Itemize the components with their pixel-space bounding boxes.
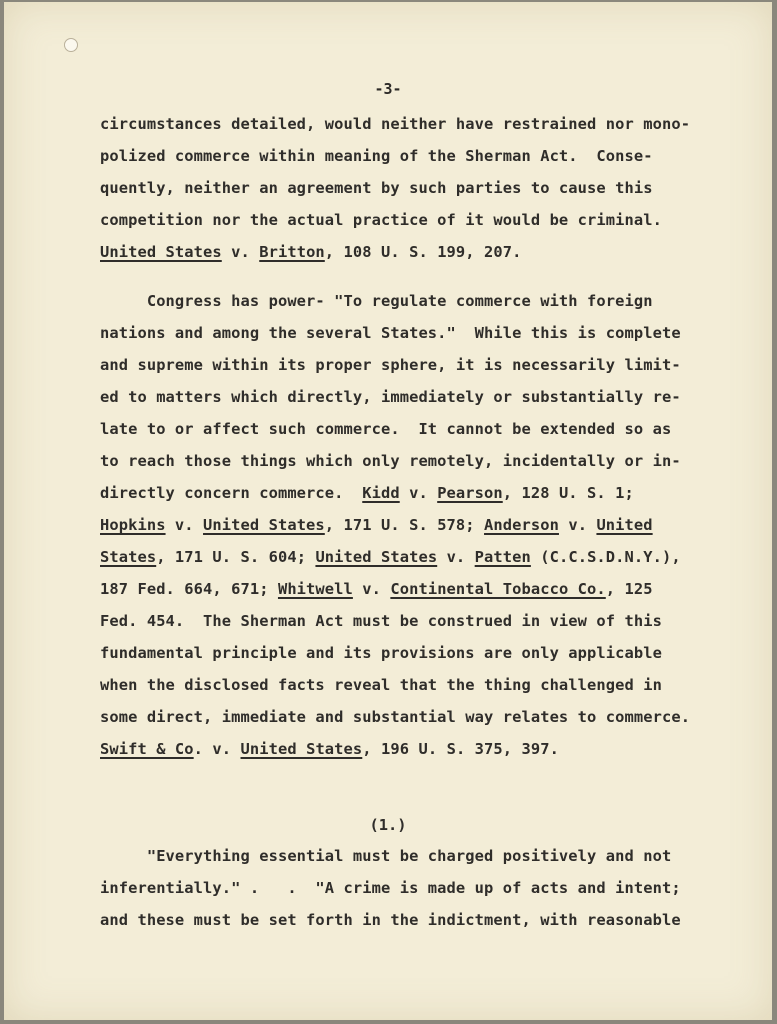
case-name: United: [596, 516, 653, 534]
citation: 187 Fed. 664, 671;: [100, 580, 278, 598]
text-line: ed to matters which directly, immediately or substantially re-: [100, 388, 681, 406]
citation-line: [100, 516, 653, 534]
case-name: States: [100, 548, 157, 566]
text-line: to reach those things which only remotely, incidentally or in-: [100, 452, 681, 470]
court: (C.C.S.D.N.Y.),: [530, 548, 681, 566]
text-line: circumstances detailed, would neither have restrained nor mono-: [100, 115, 691, 133]
citation: , 125: [605, 580, 653, 598]
section-number: (1.): [369, 816, 407, 834]
case-name: United States: [240, 740, 363, 758]
text-line: competition nor the actual practice of it would be criminal.: [100, 211, 662, 229]
citation-line: [100, 243, 521, 261]
text-line: and supreme within its proper sphere, it is necessarily limit-: [100, 356, 681, 374]
case-name: Swift & Co: [100, 740, 194, 758]
case-name: Patten: [474, 548, 531, 566]
citation: , 108 U. S. 199, 207.: [324, 243, 522, 261]
versus: v.: [399, 484, 438, 502]
document-page: [4, 2, 772, 1020]
case-name: United States: [315, 548, 438, 566]
case-name: United States: [203, 516, 325, 534]
text: directly concern commerce.: [100, 484, 363, 502]
case-name: Pearson: [437, 484, 503, 502]
case-name: Kidd: [362, 484, 400, 502]
versus: v.: [221, 243, 260, 261]
text-line: Fed. 454. The Sherman Act must be construed in view of this: [100, 612, 662, 630]
text-line: fundamental principle and its provisions are only applicable: [100, 644, 662, 662]
text-line: polized commerce within meaning of the Sherman Act. Conse-: [100, 147, 653, 165]
citation: , 196 U. S. 375, 397.: [362, 740, 559, 758]
versus: . v.: [193, 740, 241, 758]
text-line: when the disclosed facts reveal that the thing challenged in: [100, 676, 662, 694]
case-name: Hopkins: [100, 516, 166, 534]
case-name: Britton: [259, 243, 325, 261]
citation-line: [100, 484, 634, 502]
case-name: Continental Tobacco Co.: [390, 580, 606, 598]
citation-line: [100, 580, 653, 598]
case-name: United States: [100, 243, 222, 261]
versus: v.: [352, 580, 391, 598]
citation: , 171 U. S. 604;: [156, 548, 316, 566]
versus: v.: [558, 516, 597, 534]
citation: , 171 U. S. 578;: [324, 516, 485, 534]
text-line: Congress has power- "To regulate commerce with foreign: [100, 292, 653, 310]
text-line: inferentially." . . "A crime is made up of acts and intent;: [100, 879, 681, 897]
case-name: Anderson: [484, 516, 559, 534]
text-line: late to or affect such commerce. It cannot be extended so as: [100, 420, 672, 438]
citation: , 128 U. S. 1;: [502, 484, 634, 502]
punch-hole: [64, 38, 78, 52]
text-line: "Everything essential must be charged positively and not: [100, 847, 672, 865]
text-line: nations and among the several States." While this is complete: [100, 324, 681, 342]
text-line: and these must be set forth in the indictment, with reasonable: [100, 911, 681, 929]
citation-line: [100, 548, 681, 566]
versus: v.: [165, 516, 204, 534]
page-number: -3-: [374, 80, 402, 98]
citation-line: [100, 740, 559, 758]
case-name: Whitwell: [277, 580, 353, 598]
text-line: quently, neither an agreement by such parties to cause this: [100, 179, 653, 197]
text-line: some direct, immediate and substantial way relates to commerce.: [100, 708, 691, 726]
versus: v.: [437, 548, 475, 566]
